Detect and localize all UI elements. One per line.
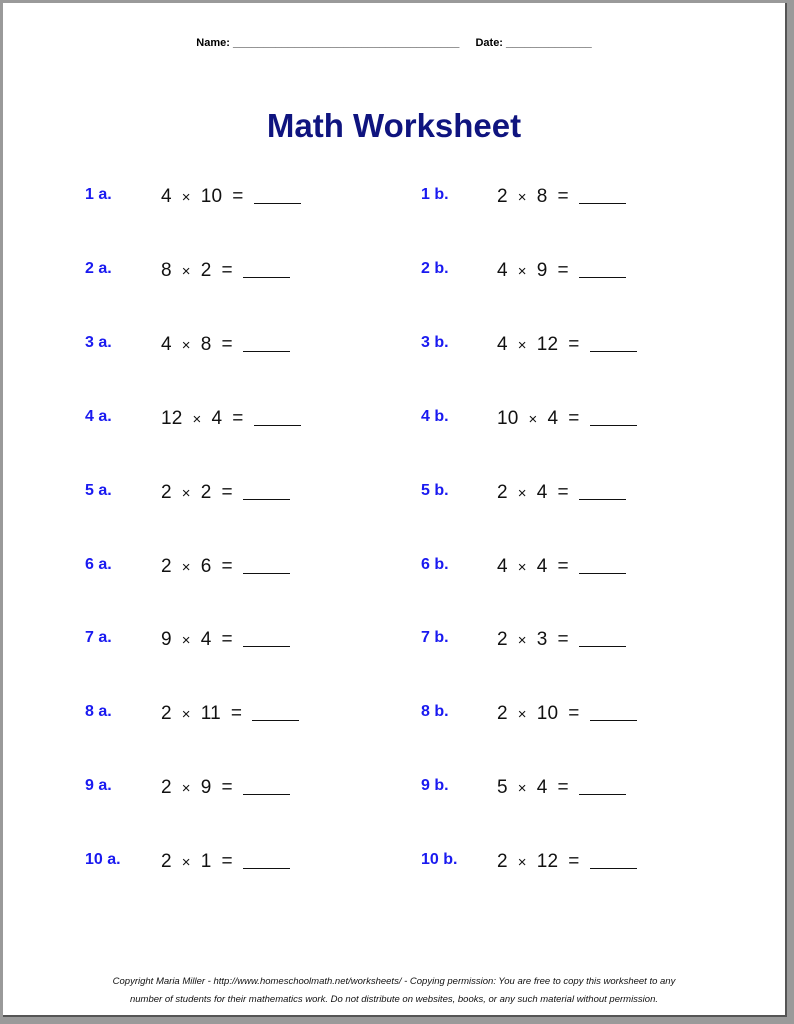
problem-item [85,260,405,284]
problem-label: 5 b. [421,482,449,499]
problem-expression [161,408,301,430]
equals-sign: = [568,334,580,355]
problem-label: 9 a. [85,777,112,794]
left-operand: 10 [497,408,519,429]
equals-sign: = [221,260,233,281]
multiply-sign: × [517,559,527,576]
right-operand: 8 [536,186,548,207]
left-operand: 2 [161,482,172,503]
left-operand: 4 [161,186,172,207]
problem-item [421,556,741,580]
left-operand: 8 [161,260,172,281]
right-operand: 10 [200,186,223,207]
right-operand: 3 [536,629,548,650]
problem-item [421,260,741,284]
equals-sign: = [232,186,244,207]
answer-blank[interactable] [243,557,290,574]
problem-label: 2 a. [85,260,112,277]
multiply-sign: × [181,559,191,576]
answer-blank[interactable] [243,852,290,869]
problem-label: 3 b. [421,334,449,351]
footer-line-2: number of students for their mathematics work. Do not distribute on websites, books, or any such material without permission. [129,994,658,1005]
problem-label: 4 a. [85,408,112,425]
problem-label: 10 a. [85,851,121,868]
multiply-sign: × [181,337,191,354]
multiply-sign: × [517,632,527,649]
header-line [3,37,785,49]
equals-sign: = [232,408,244,429]
problem-item [421,186,741,210]
problem-label: 1 a. [85,186,112,203]
problem-label: 3 a. [85,334,112,351]
name-blank: _____________________________________ [232,37,460,49]
multiply-sign: × [181,854,191,871]
answer-blank[interactable] [243,335,290,352]
problem-item [421,629,741,653]
problem-label: 7 b. [421,629,449,646]
footer-line-1: Copyright Maria Miller - http://www.homeschoolmath.net/worksheets/ - Copying permission: You are free to copy this worksheet to any [112,976,676,987]
problem-item [421,851,741,875]
problem-label: 7 a. [85,629,112,646]
copyright-footer [3,973,785,1009]
page-title: Math Worksheet [266,107,522,144]
answer-blank[interactable] [243,778,290,795]
multiply-sign: × [181,706,191,723]
equals-sign: = [557,482,569,503]
equals-sign: = [557,186,569,207]
problem-label: 1 b. [421,186,449,203]
right-operand: 9 [200,777,212,798]
problem-expression [497,408,637,430]
problem-item [85,408,405,432]
multiply-sign: × [192,411,202,428]
left-operand: 4 [497,556,508,577]
problem-expression [161,334,290,356]
problem-expression [497,334,637,356]
right-operand: 4 [536,777,548,798]
problem-expression [497,777,626,799]
problem-label: 2 b. [421,260,449,277]
problem-item [85,777,405,801]
answer-blank[interactable] [579,483,626,500]
right-operand: 9 [536,260,548,281]
answer-blank[interactable] [579,187,626,204]
equals-sign: = [557,260,569,281]
equals-sign: = [221,851,233,872]
left-operand: 2 [161,851,172,872]
answer-blank[interactable] [243,630,290,647]
answer-blank[interactable] [252,704,299,721]
problem-item [421,408,741,432]
multiply-sign: × [528,411,538,428]
date-blank: ______________ [506,37,592,49]
multiply-sign: × [181,189,191,206]
equals-sign: = [221,334,233,355]
problem-item [85,629,405,653]
right-operand: 12 [536,851,559,872]
left-operand: 2 [161,703,172,724]
answer-blank[interactable] [243,483,290,500]
problem-expression [497,186,626,208]
equals-sign: = [557,777,569,798]
multiply-sign: × [181,485,191,502]
problem-expression [161,777,290,799]
left-operand: 2 [497,186,508,207]
problem-item [85,556,405,580]
multiply-sign: × [517,485,527,502]
multiply-sign: × [517,854,527,871]
answer-blank[interactable] [590,852,637,869]
equals-sign: = [230,703,243,724]
problem-expression [161,260,290,282]
answer-blank[interactable] [590,409,637,426]
equals-sign: = [568,408,580,429]
answer-blank[interactable] [590,704,637,721]
right-operand: 4 [547,408,559,429]
problem-expression [161,703,299,725]
right-operand: 8 [200,334,212,355]
equals-sign: = [221,556,233,577]
multiply-sign: × [517,263,527,280]
problem-item [421,482,741,506]
multiply-sign: × [517,706,527,723]
problem-expression [497,629,626,651]
date-label: Date: [475,37,503,49]
answer-blank[interactable] [254,187,301,204]
left-operand: 2 [497,482,508,503]
left-operand: 4 [497,260,508,281]
multiply-sign: × [517,780,527,797]
right-operand: 10 [536,703,559,724]
multiply-sign: × [181,780,191,797]
problem-expression [161,556,290,578]
left-operand: 2 [497,703,508,724]
left-operand: 4 [497,334,508,355]
problem-expression [497,260,626,282]
right-operand: 1 [200,851,212,872]
right-operand: 12 [536,334,559,355]
left-operand: 2 [497,629,508,650]
right-operand: 2 [200,260,212,281]
left-operand: 2 [161,777,172,798]
multiply-sign: × [517,189,527,206]
problem-label: 6 a. [85,556,112,573]
problem-label: 4 b. [421,408,449,425]
equals-sign: = [221,629,233,650]
answer-blank[interactable] [579,778,626,795]
problem-item [421,703,741,727]
problem-expression [161,186,301,208]
problem-item [85,334,405,358]
worksheet-page [3,3,787,1017]
equals-sign: = [568,851,580,872]
problem-label: 9 b. [421,777,449,794]
multiply-sign: × [181,632,191,649]
left-operand: 2 [497,851,508,872]
answer-blank[interactable] [579,261,626,278]
right-operand: 4 [536,482,548,503]
answer-blank[interactable] [579,557,626,574]
problem-label: 5 a. [85,482,112,499]
problem-label: 6 b. [421,556,449,573]
right-operand: 2 [200,482,212,503]
left-operand: 5 [497,777,508,798]
left-operand: 12 [161,408,183,429]
problem-expression [497,482,626,504]
left-operand: 2 [161,556,172,577]
right-operand: 11 [200,703,221,724]
multiply-sign: × [181,263,191,280]
right-operand: 4 [211,408,223,429]
equals-sign: = [221,482,233,503]
equals-sign: = [557,629,569,650]
problem-expression [497,851,637,873]
problem-label: 8 a. [85,703,112,720]
name-label: Name: [196,37,230,49]
answer-blank[interactable] [590,335,637,352]
problem-item [85,851,405,875]
problem-item [85,703,405,727]
answer-blank[interactable] [254,409,301,426]
problem-item [85,482,405,506]
problem-expression [161,629,290,651]
answer-blank[interactable] [579,630,626,647]
problem-expression [161,482,290,504]
left-operand: 4 [161,334,172,355]
problem-expression [497,556,626,578]
problem-item [421,777,741,801]
equals-sign: = [557,556,569,577]
problem-expression [161,851,290,873]
right-operand: 4 [536,556,548,577]
left-operand: 9 [161,629,172,650]
equals-sign: = [221,777,233,798]
problem-item [421,334,741,358]
problem-label: 10 b. [421,851,458,868]
answer-blank[interactable] [243,261,290,278]
problem-expression [497,703,637,725]
multiply-sign: × [517,337,527,354]
right-operand: 4 [200,629,212,650]
right-operand: 6 [200,556,212,577]
equals-sign: = [568,703,580,724]
problem-label: 8 b. [421,703,449,720]
problem-item [85,186,405,210]
